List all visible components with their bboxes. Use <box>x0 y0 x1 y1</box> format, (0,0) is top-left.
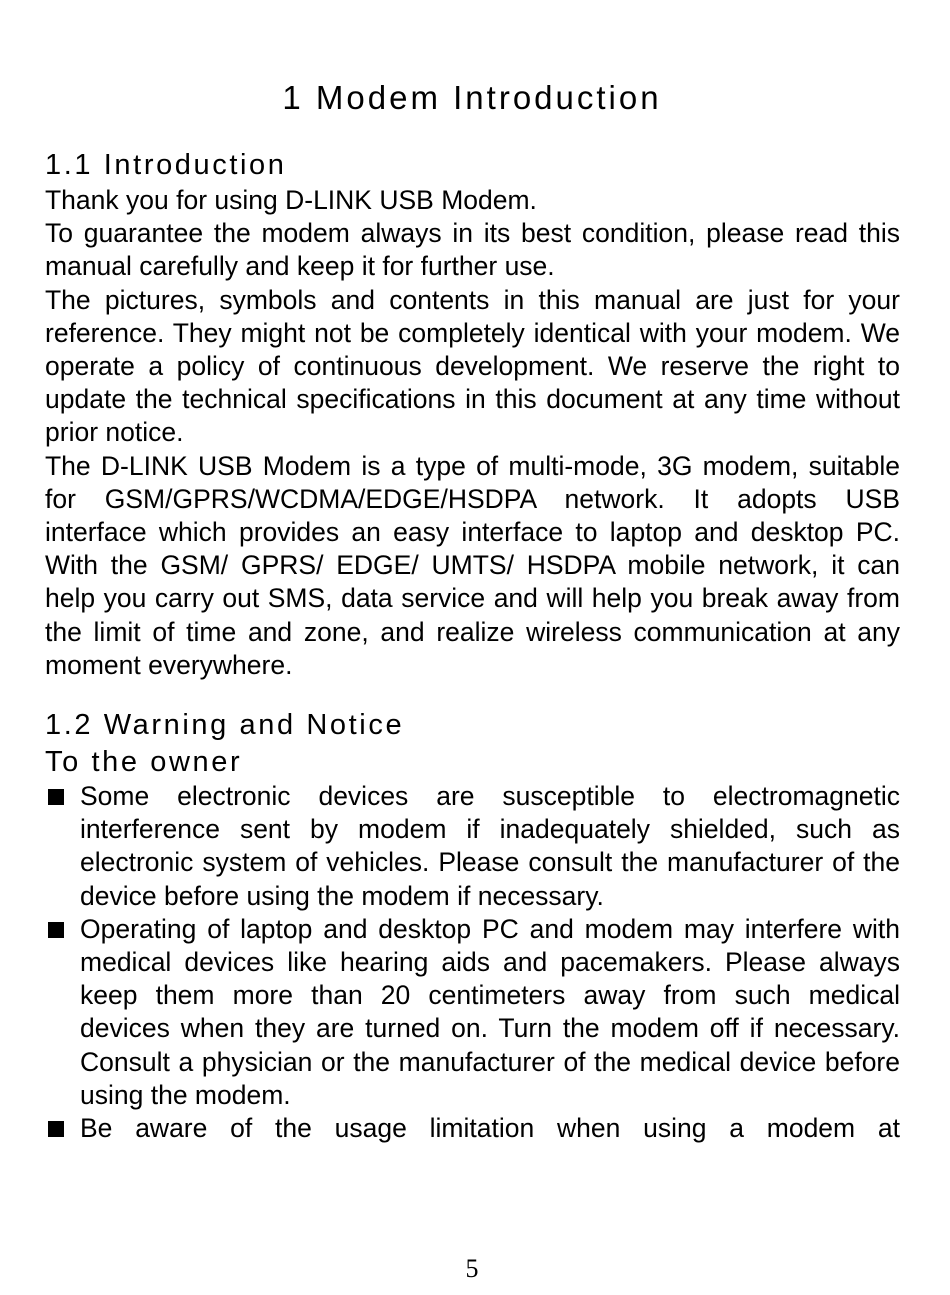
page-content <box>45 146 900 1145</box>
section-heading-introduction: 1.1 Introduction <box>45 149 287 181</box>
section-heading-warning: 1.2 Warning and Notice <box>45 709 405 742</box>
subheading-to-the-owner: To the owner <box>45 746 243 779</box>
list-item <box>45 1112 900 1145</box>
square-bullet-icon <box>48 922 64 938</box>
list-item <box>45 780 900 913</box>
intro-paragraph-reference: The pictures, symbols and contents in this manual are just for your reference. They might not be completely identical with your modem. We operate a policy of continuous development. We reserve the right to update the technical specifications in this document at any time without prior notice. <box>45 284 900 448</box>
warning-text-medical-devices: Operating of laptop and desktop PC and modem may interfere with medical devices like hearing aids and pacemakers. Please always keep them more than 20 centimeters away from such medical devices when they are turned on. Turn the modem off if necessary. Consult a physician or the manufacturer of the medical device before using the modem. <box>80 913 900 1110</box>
section-spacer <box>45 682 900 706</box>
page-number: 5 <box>465 1254 479 1283</box>
square-bullet-icon <box>48 1121 64 1137</box>
intro-paragraph-description: The D-LINK USB Modem is a type of multi-mode, 3G modem, suitable for GSM/GPRS/WCDMA/EDGE/HSDPA network. It adopts USB interface which provides an easy interface to laptop and desktop PC. With the GSM/ GPRS/ EDGE/ UMTS/ HSDPA mobile network, it can help you carry out SMS, data service and will help you break away from the limit of time and zone, and realize wireless communication at any moment everywhere. <box>45 450 900 680</box>
intro-paragraph-thanks: Thank you for using D-LINK USB Modem. <box>45 185 537 215</box>
warning-list <box>45 780 900 1145</box>
square-bullet-icon <box>48 789 64 805</box>
warning-text-usage-limitation: Be aware of the usage limitation when using a modem at <box>80 1113 900 1144</box>
warning-text-electromagnetic: Some electronic devices are susceptible to electromagnetic interference sent by modem if inadequately shielded, such as electronic system of vehicles. Please consult the manufacturer of the device before using the modem if necessary. <box>80 781 900 911</box>
chapter-title: 1 Modem Introduction <box>282 79 662 116</box>
list-item <box>45 913 900 1112</box>
intro-paragraph-guarantee: To guarantee the modem always in its best condition, please read this manual carefully and keep it for further use. <box>45 218 900 282</box>
